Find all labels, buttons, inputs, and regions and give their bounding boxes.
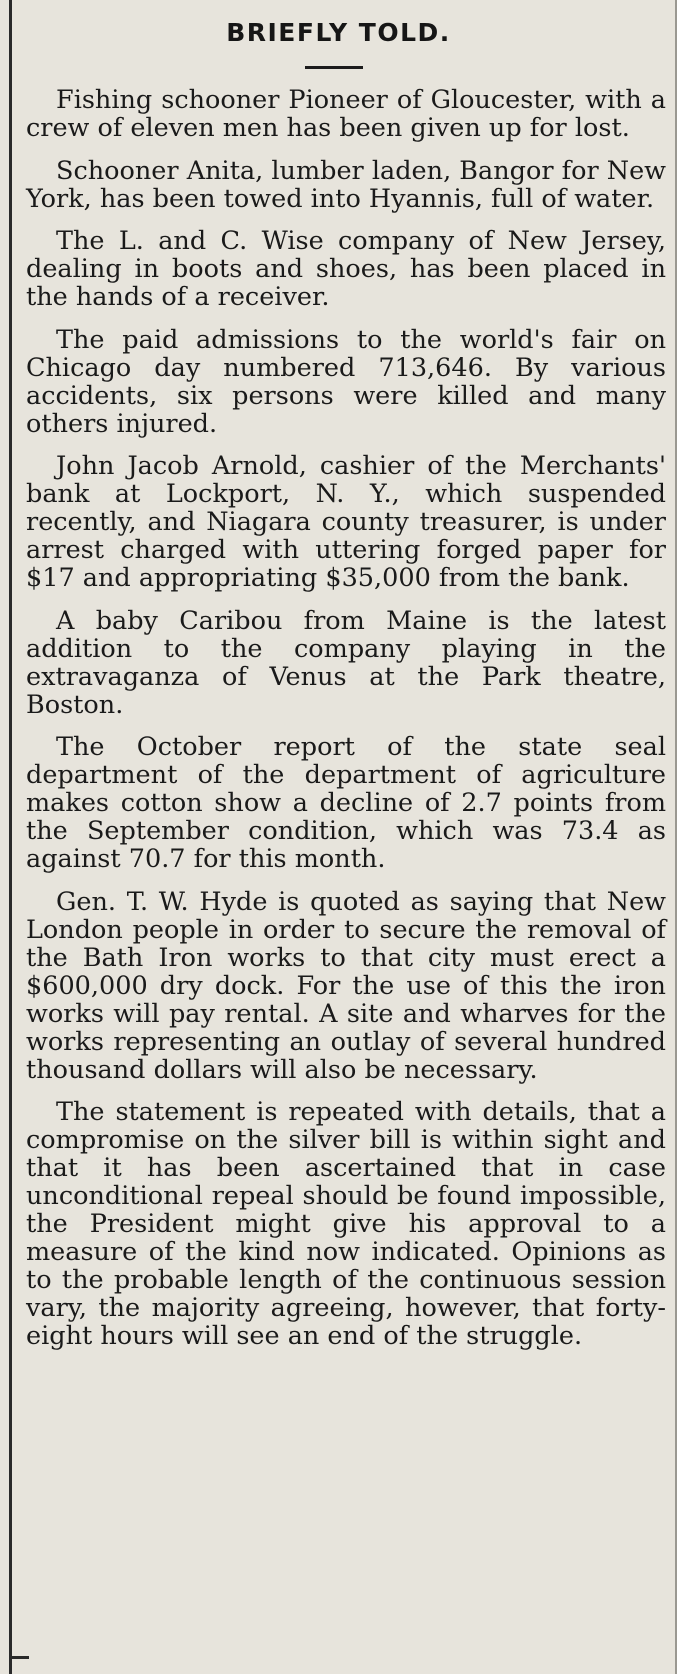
- news-item-1: Fishing schooner Pioneer of Gloucester, with a crew of eleven men has been given up for lost.: [26, 85, 666, 143]
- news-item-4: The paid admissions to the world's fair on Chicago day numbered 713,646. By various accidents, six persons were killed and many others injured.: [26, 324, 666, 439]
- news-item-8: Gen. T. W. Hyde is quoted as saying that New London people in order to secure the removal of the Bath Iron works to that city must erect a $600,000 dry dock. For the use of this the iron works will pay rental. A site and wharves for the works representing an outlay of several hundred thousand dollars will also be necessary.: [26, 886, 666, 1085]
- news-item-5: John Jacob Arnold, cashier of the Merchants' bank at Lockport, N. Y., which suspended recently, and Niagara county treasurer, is under arrest charged with uttering forged paper for $17 and appropriating $35,000 from the bank.: [26, 451, 666, 593]
- column-rule-left: [9, 0, 12, 1674]
- headline: BRIEFLY TOLD.: [226, 18, 451, 47]
- news-item-7: The October report of the state seal department of the department of agriculture makes cotton show a decline of 2.7 points from the September condition, which was 73.4 as against 70.7 for this month.: [26, 732, 666, 874]
- news-item-6: A baby Caribou from Maine is the latest addition to the company playing in the extravaganza of Venus at the Park theatre, Boston.: [26, 605, 666, 720]
- news-item-2: Schooner Anita, lumber laden, Bangor for New York, has been towed into Hyannis, full of water.: [26, 155, 666, 214]
- headline-rule: [305, 66, 363, 69]
- news-item-3: The L. and C. Wise company of New Jersey, dealing in boots and shoes, has been placed in the hands of a receiver.: [26, 226, 666, 312]
- news-items: [26, 86, 666, 1350]
- news-item-9: The statement is repeated with details, that a compromise on the silver bill is within sight and that it has been ascertained that in case unconditional repeal should be found impossible, the President might give his approval to a measure of the kind now indicated. Opinions as to the probable length of the continuous session vary, the majority agreeing, however, that forty-eight hours will see an end of the struggle.: [26, 1097, 666, 1351]
- column-end-bracket: [9, 1656, 29, 1659]
